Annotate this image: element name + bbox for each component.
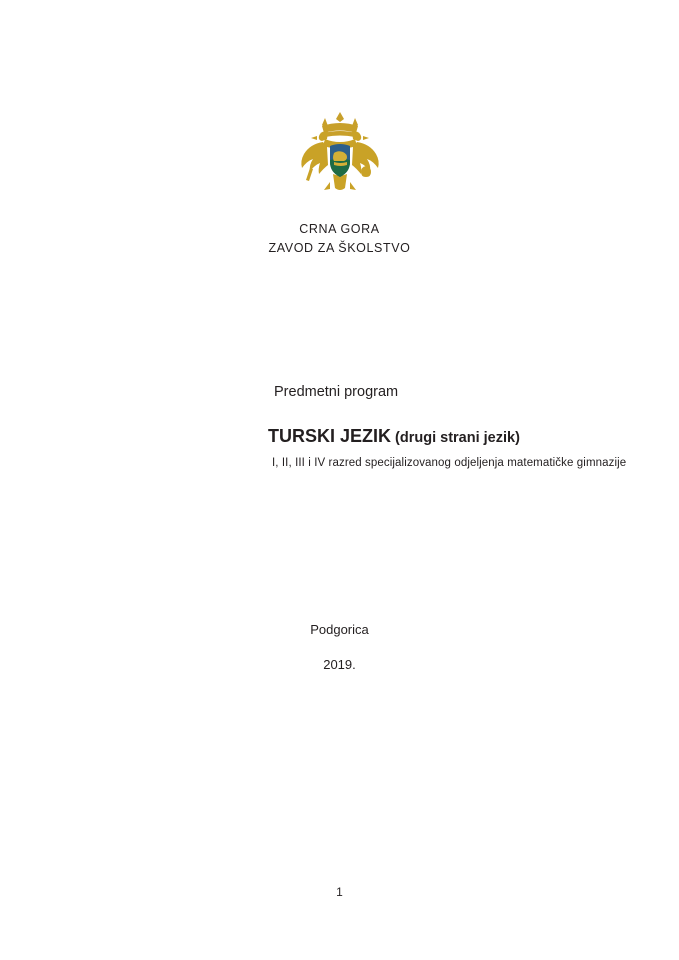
institution-name: ZAVOD ZA ŠKOLSTVO bbox=[268, 241, 411, 255]
institution-header bbox=[0, 220, 679, 258]
emblem-container bbox=[0, 108, 679, 198]
subject-title-paren: (drugi strani jezik) bbox=[391, 430, 520, 446]
publication-place: Podgorica bbox=[310, 622, 369, 637]
title-block bbox=[0, 382, 679, 471]
montenegro-coat-of-arms-icon bbox=[292, 108, 388, 198]
subject-program-label: Predmetni program bbox=[274, 384, 399, 400]
page-number: 1 bbox=[336, 885, 343, 899]
subject-title-main: TURSKI JEZIK bbox=[268, 426, 392, 446]
page-title bbox=[268, 425, 679, 449]
grade-subtitle: I, II, III i IV razred specijalizovanog odjeljenja matematičke gimnazije bbox=[272, 457, 627, 469]
publication-year: 2019. bbox=[323, 657, 356, 672]
country-name: CRNA GORA bbox=[299, 222, 380, 236]
